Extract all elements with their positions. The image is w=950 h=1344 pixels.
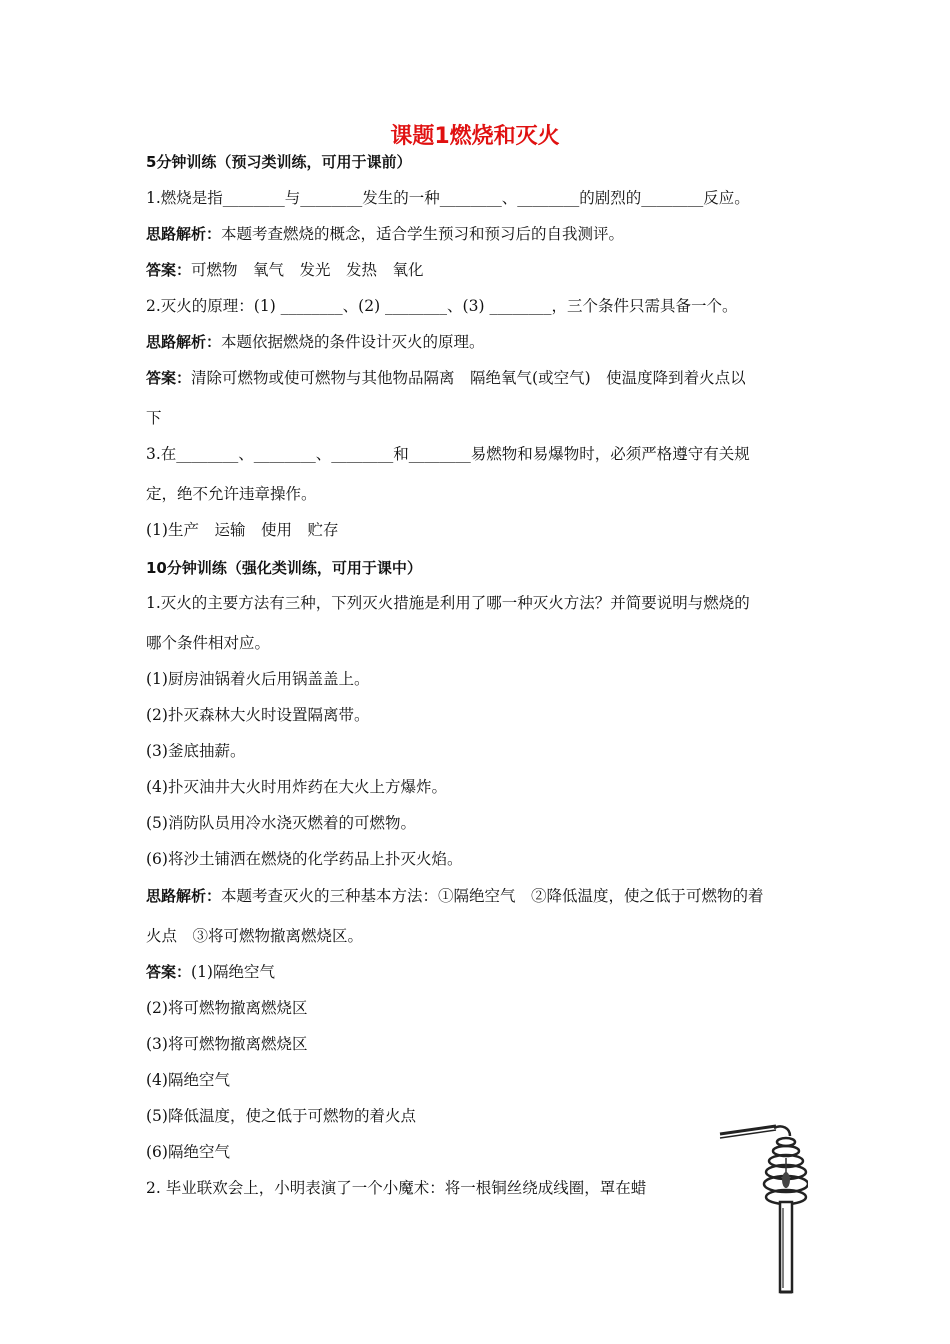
answer-label: 答案： [146, 261, 192, 279]
analysis-text: 本题考查燃烧的概念，适合学生预习和预习后的自我测评。 [221, 225, 625, 243]
answer-3: (1)生产 运输 使用 贮存 [146, 521, 339, 539]
analysis-label: 思路解析： [146, 887, 222, 905]
page-title: 课题1燃烧和灭火 [390, 124, 560, 149]
answer-text: 清除可燃物或使可燃物与其他物品隔离 隔绝氧气(或空气) 使温度降到着火点以 [191, 369, 746, 387]
question-2-1-continued: 哪个条件相对应。 [146, 634, 271, 652]
list-item: (4)扑灭油井大火时用炸药在大火上方爆炸。 [146, 778, 447, 796]
list-item: (3)将可燃物撤离燃烧区 [146, 1035, 308, 1053]
answer-text: (1)隔绝空气 [191, 963, 275, 981]
section-heading-10min: 10分钟训练（强化类训练，可用于课中） [146, 559, 422, 577]
answer-1 [146, 259, 424, 281]
question-2: 2.灭火的原理：(1) ________、(2) ________、(3) ________，三个条件只需具备一个。 [146, 297, 738, 315]
analysis-text: 本题考查灭火的三种基本方法：①隔绝空气 ②降低温度，使之低于可燃物的着 [221, 887, 764, 905]
list-item: (5)消防队员用冷水浇灭燃着的可燃物。 [146, 814, 416, 832]
question-3-continued: 定，绝不允许违章操作。 [146, 485, 317, 503]
answer-2-1 [146, 961, 275, 983]
question-2-2: 2. 毕业联欢会上，小明表演了一个小魔术：将一根铜丝绕成线圈，罩在蜡 [146, 1179, 647, 1197]
answer-text: 可燃物 氧气 发光 发热 氧化 [191, 261, 424, 279]
list-item: (3)釜底抽薪。 [146, 742, 246, 760]
section-heading-5min: 5分钟训练（预习类训练，可用于课前） [146, 153, 412, 171]
answer-2-continued: 下 [146, 409, 162, 427]
answer-label: 答案： [146, 963, 192, 981]
question-1: 1.燃烧是指________与________发生的一种________、________的剧烈的________反应。 [146, 189, 750, 207]
list-item: (4)隔绝空气 [146, 1071, 230, 1089]
question-3: 3.在________、________、________和________易燃物和易爆物时，必须严格遵守有关规 [146, 445, 750, 463]
list-item: (6)将沙土铺洒在燃烧的化学药品上扑灭火焰。 [146, 850, 463, 868]
copper-coil-candle-figure [716, 1118, 808, 1300]
analysis-2-1 [146, 885, 764, 907]
analysis-label: 思路解析： [146, 225, 222, 243]
list-item: (6)隔绝空气 [146, 1143, 230, 1161]
list-item: (2)将可燃物撤离燃烧区 [146, 999, 308, 1017]
answer-2 [146, 367, 746, 389]
analysis-text: 本题依据燃烧的条件设计灭火的原理。 [221, 333, 485, 351]
answer-label: 答案： [146, 369, 192, 387]
analysis-1 [146, 223, 624, 245]
list-item: (2)扑灭森林大火时设置隔离带。 [146, 706, 370, 724]
list-item: (1)厨房油锅着火后用锅盖盖上。 [146, 670, 370, 688]
analysis-2-1-continued: 火点 ③将可燃物撤离燃烧区。 [146, 927, 364, 945]
question-2-1: 1.灭火的主要方法有三种，下列灭火措施是利用了哪一种灭火方法？并简要说明与燃烧的 [146, 594, 750, 612]
list-item: (5)降低温度，使之低于可燃物的着火点 [146, 1107, 416, 1125]
analysis-label: 思路解析： [146, 333, 222, 351]
analysis-2 [146, 331, 485, 353]
